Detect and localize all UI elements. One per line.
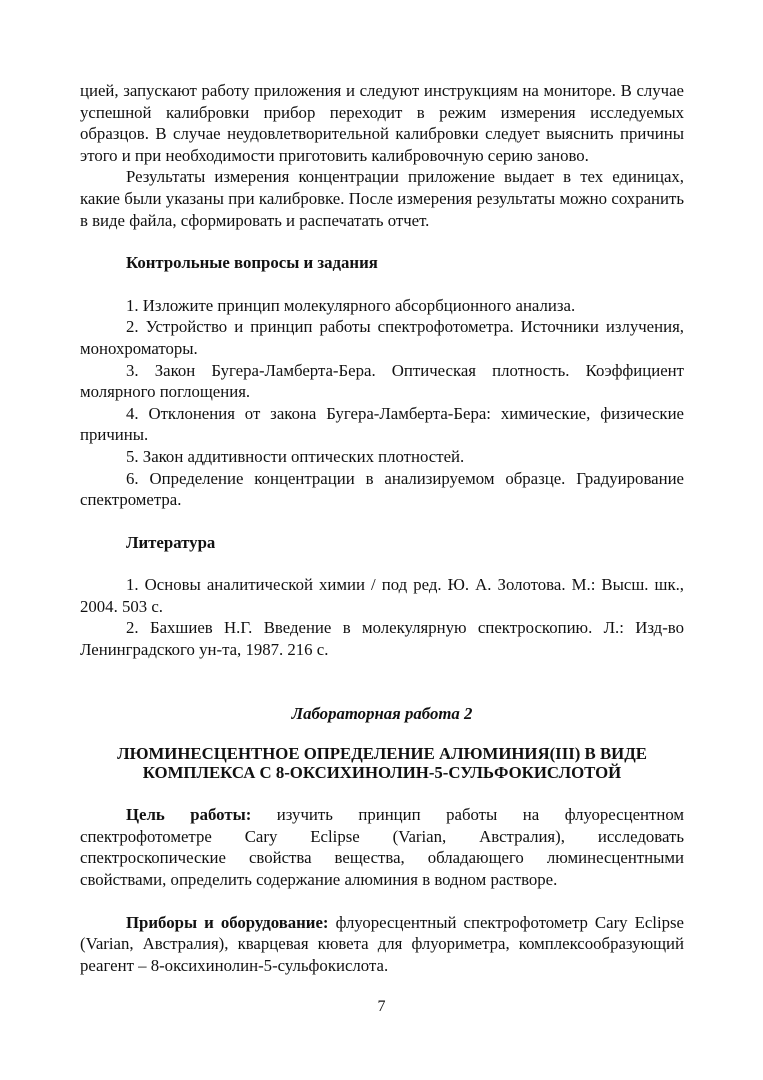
goal-label: Цель работы: [126,805,252,825]
goal-text: изучить принцип работы на флуоресцентном спектрофотометре Cary Eclipse (Varian, Австралия), исследовать спектроскопические свойства вещества, обладающего люминесцентными свойствами, определить содержание алюминия в водном растворе. [80,805,685,890]
lab-work-title-line-2: КОМПЛЕКСА С 8-ОКСИХИНОЛИН-5-СУЛЬФОКИСЛОТОЙ [142,763,622,783]
equipment-label: Приборы и оборудование: [126,912,329,932]
lab-work-label: Лабораторная работа 2 [291,703,473,723]
question-item-3: 3. Закон Бугера-Ламберта-Бера. Оптическая плотность. Коэффициент молярного поглощения. [80,360,684,402]
lab-work-title [80,744,684,782]
question-item-4: 4. Отклонения от закона Бугера-Ламберта-Бера: химические, физические причины. [80,403,684,445]
question-item-5: 5. Закон аддитивности оптических плотностей. [126,446,465,466]
goal-paragraph [80,804,684,890]
document-page [80,80,684,976]
equipment-text: флуоресцентный спектрофотометр Cary Eclipse (Varian, Австралия), кварцевая кювета для флуориметра, комплексообразующий реагент – 8-оксихинолин-5-сульфокислота. [80,912,685,975]
literature-item-2: 2. Бахшиев Н.Г. Введение в молекулярную спектроскопию. Л.: Изд-во Ленинградского ун-та, 1987. 216 с. [80,618,684,660]
question-item-1: 1. Изложите принцип молекулярного абсорбционного анализа. [126,295,576,315]
intro-paragraph-2: Результаты измерения концентрации приложение выдает в тех единицах, какие были указаны при калибровке. После измерения результаты можно сохранить в виде файла, сформировать и распечатать отчет. [80,167,684,230]
literature-item-1: 1. Основы аналитической химии / под ред. Ю. А. Золотова. М.: Высш. шк., 2004. 503 с. [80,575,684,616]
intro-paragraph-1: цией, запускают работу приложения и следуют инструкциям на мониторе. В случае успешной калибровки прибор переходит в режим измерения исследуемых образцов. В случае неудовлетворительной калибровки следует выяснить причины этого и при необходимости приготовить калибровочную серию заново. [80,81,684,165]
questions-heading: Контрольные вопросы и задания [126,253,378,273]
question-item-6: 6. Определение концентрации в анализируемом образце. Градуирование спектрометра. [80,468,684,510]
literature-heading: Литература [126,532,216,552]
question-item-2: 2. Устройство и принцип работы спектрофотометра. Источники излучения, монохроматоры. [80,317,684,358]
lab-work-title-line-1: ЛЮМИНЕСЦЕНТНОЕ ОПРЕДЕЛЕНИЕ АЛЮМИНИЯ(III) В ВИДЕ [117,744,647,764]
page-number: 7 [377,998,386,1015]
equipment-paragraph [80,912,684,977]
